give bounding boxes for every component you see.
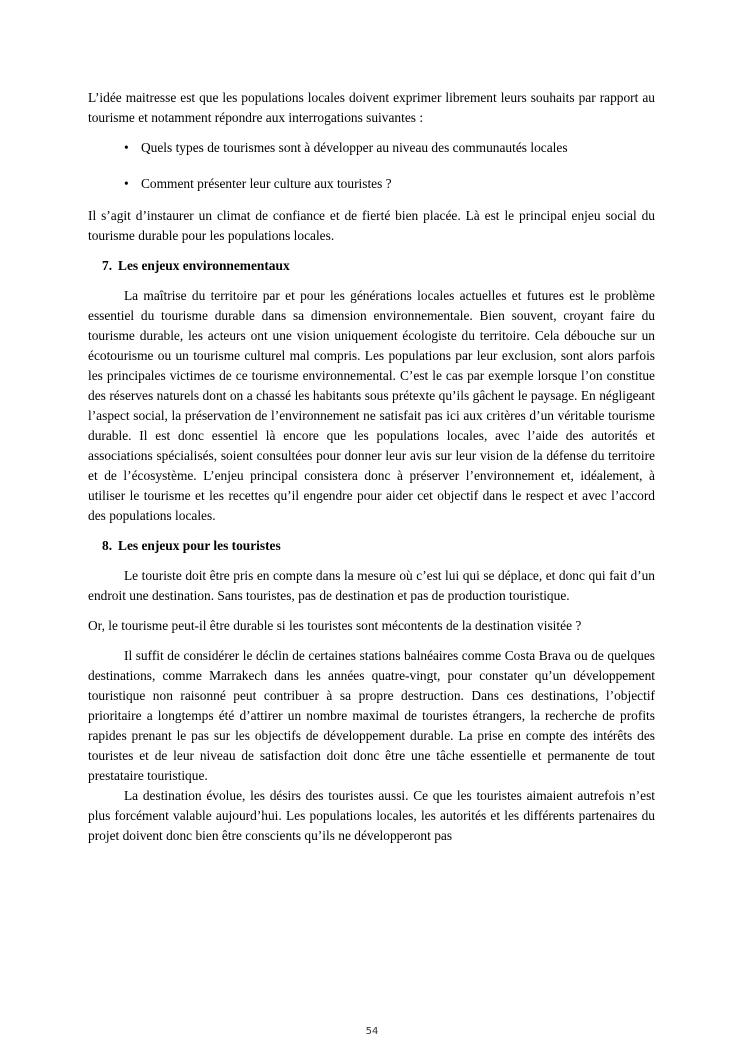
section-8-paragraph-4: La destination évolue, les désirs des touristes aussi. Ce que les touristes aimaient autrefois n’est plus forcément valable aujourd’hui. Les populations locales, les autorités et les différents partenaires du projet doivent donc bien être conscients qu’ils ne développeront pas: [88, 788, 655, 843]
section-8-paragraph-1: Le touriste doit être pris en compte dans la mesure où c’est lui qui se déplace, et donc qui fait d’un endroit une destination. Sans touristes, pas de destination et pas de production touristique.: [88, 568, 655, 603]
intro-closing-paragraph: Il s’agit d’instaurer un climat de confiance et de fierté bien placée. Là est le principal enjeu social du tourisme durable pour les populations locales.: [88, 208, 655, 243]
section-8-title: Les enjeux pour les touristes: [118, 538, 281, 553]
list-item: [88, 174, 655, 194]
section-8-question: Or, le tourisme peut-il être durable si les touristes sont mécontents de la destination visitée ?: [88, 618, 582, 633]
bullet-icon: •: [124, 140, 129, 155]
list-item: [88, 138, 655, 158]
section-8-paragraph-3: Il suffit de considérer le déclin de certaines stations balnéaires comme Costa Brava ou de quelques destinations, comme Marrakech dans les années quatre-vingt, pour constater qu’un développement touristique non raisonné peut contribuer à sa propre destruction. Dans ces destinations, l’objectif prioritaire a longtemps été d’attirer un nombre maximal de touristes étrangers, la recherche de profits rapides prenant le pas sur les objectifs de développement durable. La prise en compte des intérêts des touristes et de leur niveau de satisfaction doit donc être une tâche essentielle et permanente de tout prestataire touristique.: [88, 648, 655, 783]
list-item-text: Quels types de tourismes sont à développer au niveau des communautés locales: [141, 140, 568, 155]
list-item-text: Comment présenter leur culture aux touristes ?: [141, 176, 392, 191]
section-8-heading: [102, 536, 655, 556]
document-page: [88, 88, 655, 856]
page-number: 54: [365, 1026, 379, 1037]
section-7-title: Les enjeux environnementaux: [118, 258, 290, 273]
section-7-heading: [102, 256, 655, 276]
intro-paragraph: L’idée maitresse est que les populations locales doivent exprimer librement leurs souhaits par rapport au tourisme et notamment répondre aux interrogations suivantes :: [88, 90, 655, 125]
section-8-number: 8.: [102, 538, 113, 553]
section-7-paragraph: La maîtrise du territoire par et pour les générations locales actuelles et futures est le problème essentiel du tourisme durable dans sa dimension environnementale. Bien souvent, croyant faire du tourisme durable, les acteurs ont une vision uniquement écologiste du territoire. Cela débouche sur un écotourisme ou un tourisme culturel mal compris. Les populations par leur exclusion, sont alors parfois les principales victimes de ce tourisme environnemental. C’est le cas par exemple lorsque l’on constitue des réserves naturels dont on a chassé les habitants sous prétexte qu’ils gâchent le paysage. En négligeant l’aspect social, la préservation de l’environnement ne satisfait pas ici aux critères d’un véritable tourisme durable. Il est donc essentiel là encore que les populations locales, avec l’aide des autorités et associations spécialisés, soient consultées pour donner leur avis sur leur vision de la défense du territoire et de l’écosystème. L’enjeu principal consistera donc à préserver l’environnement et, idéalement, à utiliser le tourisme et les recettes qu’il engendre pour aider cet objectif dans le respect et avec l’accord des populations locales.: [88, 288, 655, 523]
bullet-list: [88, 138, 655, 194]
bullet-icon: •: [124, 176, 129, 191]
section-7-number: 7.: [102, 258, 113, 273]
